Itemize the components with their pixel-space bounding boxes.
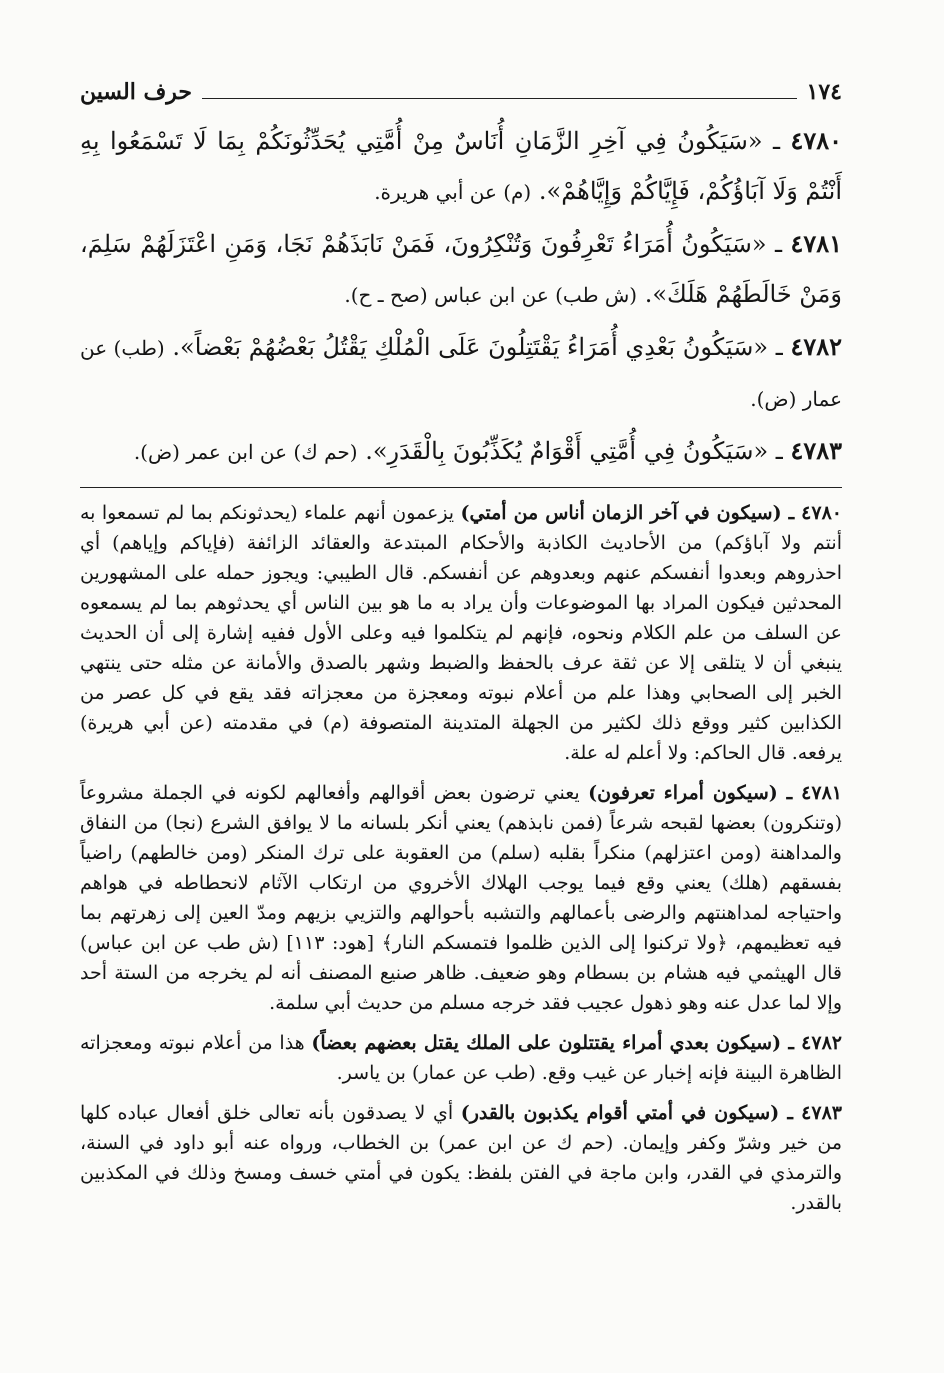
hadith-item: ٤٧٨٠ ـ «سَيَكُونُ فِي آخِرِ الزَّمَانِ أُنَاسٌ مِنْ أُمَّتِي يُحَدِّثُونَكُمْ بِمَا لَا تَسْمَعُوا بِهِ أَنْتُمْ وَلَا آبَاؤُكُمْ، فَإِيَّاكُمْ وَإِيَّاهُمْ». (م) عن أبي هريرة. bbox=[80, 126, 842, 205]
commentary-paragraph bbox=[80, 498, 842, 768]
commentary-paragraph bbox=[80, 1028, 842, 1088]
hadith-item: ٤٧٨٣ ـ «سَيَكُونُ فِي أُمَّتِي أَقْوَامٌ يُكَذِّبُونَ بِالْقَدَرِ». (حم ك) عن ابن عمر (ض). bbox=[133, 436, 842, 465]
commentary-paragraph bbox=[80, 778, 842, 1018]
hadith-item: ٤٧٨١ ـ «سَيَكُونُ أُمَرَاءُ تَعْرِفُونَ وَتُنْكِرُونَ، فَمَنْ نَابَذَهُمْ نَجَا، وَمَنِ اعْتَزَلَهُمْ سَلِمَ، وَمَنْ خَالَطَهُمْ هَلَكَ». (ش طب) عن ابن عباس (صح ـ ح). bbox=[80, 229, 842, 308]
hadith-number: ٤٧٨٠ bbox=[790, 126, 842, 155]
commentary-paragraph bbox=[80, 1098, 842, 1218]
hadith-section bbox=[80, 116, 842, 477]
commentary-text: يزعمون أنهم علماء (يحدثونكم بما لم تسمعوا به أنتم ولا آباؤكم) من الأحاديث الكاذبة والأحكام المبتدعة والعقائد الزائفة (فإياكم وإياهم) أي احذروهم وبعدوا أنفسكم عنهم وبعدوهم عن أنفسكم. قال الطيبي: ويجوز حمله على المشهورين المحدثين فيكون المراد بها الموضوعات وأن يراد به ما هو بين الناس أي يحدثوهم بما لم يسمعوه عن السلف من علم الكلام ونحوه، فإنهم لم يتكلموا فيه وعلى الأول ففيه إشارة إلى أن الحديث ينبغي أن لا يتلقى إلا عن ثقة عرف بالحفظ والضبط وشهر بالصدق والأمانة عن مثله حتى ينتهي الخبر إلى الصحابي وهذا علم من أعلام نبوته ومعجزة من معجزاته فقد يقع في كل عصر من الكذابين كثير ووقع ذلك لكثير من الجهلة المتدينة المتصوفة (م) في مقدمته (عن أبي هريرة) يرفعه. قال الحاكم: ولا أعلم له علة. bbox=[80, 502, 842, 764]
commentary-text: يعني ترضون بعض أقوالهم وأفعالهم لكونه في الجملة مشروعاً (وتنكرون) بعضها لقبحه شرعاً (فمن نابذهم) يعني أنكر بلسانه ما لا يوافق الشرع (نجا) من النفاق والمداهنة (ومن اعتزلهم) منكراً بقلبه (سلم) من العقوبة على ترك المنكر (ومن خالطهم) راضياً بفسقهم (هلك) يعني وقع فيما يوجب الهلاك الأخروي من ارتكاب الآثام لانحطاطه في هواهم واحتياجه لمداهنتهم والرضى بأعمالهم والتشبه بأحوالهم والتزيي بزيهم ومدّ العين إلى زهرتهم بما فيه تعظيمهم، ﴿ولا تركنوا إلى الذين ظلموا فتمسكم النار﴾ [هود: ١١٣] (ش طب عن ابن عباس) قال الهيثمي فيه هشام بن بسطام وهو ضعيف. ظاهر صنيع المصنف أنه لم يخرجه من الستة أحد وإلا لما عدل عنه وهو ذهول عجيب فقد خرجه مسلم من حديث أبي سلمة. bbox=[80, 782, 842, 1014]
hadith-text: «سَيَكُونُ بَعْدِي أُمَرَاءُ يَقْتَتِلُونَ عَلَى الْمُلْكِ يَقْتُلُ بَعْضُهُمْ بَعْضاً». bbox=[172, 333, 769, 361]
commentary-lead: ٤٧٨٢ ـ (سيكون بعدي أمراء يقتتلون على الملك يقتل بعضهم بعضاً) bbox=[311, 1032, 842, 1054]
hadith-ref: (حم ك) عن ابن عمر (ض). bbox=[133, 440, 358, 464]
commentary-section bbox=[80, 498, 842, 1218]
hadith-ref: (م) عن أبي هريرة. bbox=[374, 180, 532, 204]
hadith-number: ٤٧٨١ bbox=[790, 229, 842, 258]
hadith-number: ٤٧٨٣ bbox=[790, 436, 842, 465]
hadith-ref: (ش طب) عن ابن عباس (صح ـ ح). bbox=[344, 283, 638, 307]
hadith-ref: (طب) عن عمار (ض). bbox=[80, 336, 842, 411]
hadith-text: «سَيَكُونُ فِي أُمَّتِي أَقْوَامٌ يُكَذِّبُونَ بِالْقَدَرِ». bbox=[365, 437, 769, 465]
hadith-number: ٤٧٨٢ bbox=[790, 332, 842, 361]
page-number: ١٧٤ bbox=[806, 79, 842, 105]
page-header bbox=[80, 72, 842, 112]
book-page bbox=[80, 72, 842, 1228]
hadith-item: ٤٧٨٢ ـ «سَيَكُونُ بَعْدِي أُمَرَاءُ يَقْتَتِلُونَ عَلَى الْمُلْكِ يَقْتُلُ بَعْضُهُمْ بَعْضاً». (طب) عن عمار (ض). bbox=[80, 332, 842, 411]
commentary-text: هذا من أعلام نبوته ومعجزاته الظاهرة البينة فإنه إخبار عن غيب وقع. (طب عن عمار) بن ياسر. bbox=[80, 1032, 842, 1084]
chapter-title: حرف السين bbox=[80, 79, 193, 105]
commentary-lead: ٤٧٨١ ـ (سيكون أمراء تعرفون) bbox=[588, 782, 842, 804]
commentary-lead: ٤٧٨٠ ـ (سيكون في آخر الزمان أناس من أمتي) bbox=[460, 502, 842, 524]
header-rule bbox=[202, 98, 797, 99]
commentary-text: أي لا يصدقون بأنه تعالى خلق أفعال عباده كلها من خير وشرّ وكفر وإيمان. (حم ك عن ابن عمر) بن الخطاب، ورواه عنه أبو داود في السنة، والترمذي في القدر، وابن ماجة في الفتن بلفظ: يكون في أمتي خسف ومسخ وذلك في المكذبين بالقدر. bbox=[80, 1102, 842, 1214]
hadith-text: «سَيَكُونُ فِي آخِرِ الزَّمَانِ أُنَاسٌ مِنْ أُمَّتِي يُحَدِّثُونَكُمْ بِمَا لَا تَسْمَعُوا بِهِ أَنْتُمْ وَلَا آبَاؤُكُمْ، فَإِيَّاكُمْ وَإِيَّاهُمْ». bbox=[80, 127, 842, 205]
commentary-lead: ٤٧٨٣ ـ (سيكون في أمتي أقوام يكذبون بالقدر) bbox=[460, 1102, 842, 1124]
hadith-text: «سَيَكُونُ أُمَرَاءُ تَعْرِفُونَ وَتُنْكِرُونَ، فَمَنْ نَابَذَهُمْ نَجَا، وَمَنِ اعْتَزَلَهُمْ سَلِمَ، وَمَنْ خَالَطَهُمْ هَلَكَ». bbox=[80, 230, 842, 308]
footnote-divider bbox=[80, 487, 842, 488]
